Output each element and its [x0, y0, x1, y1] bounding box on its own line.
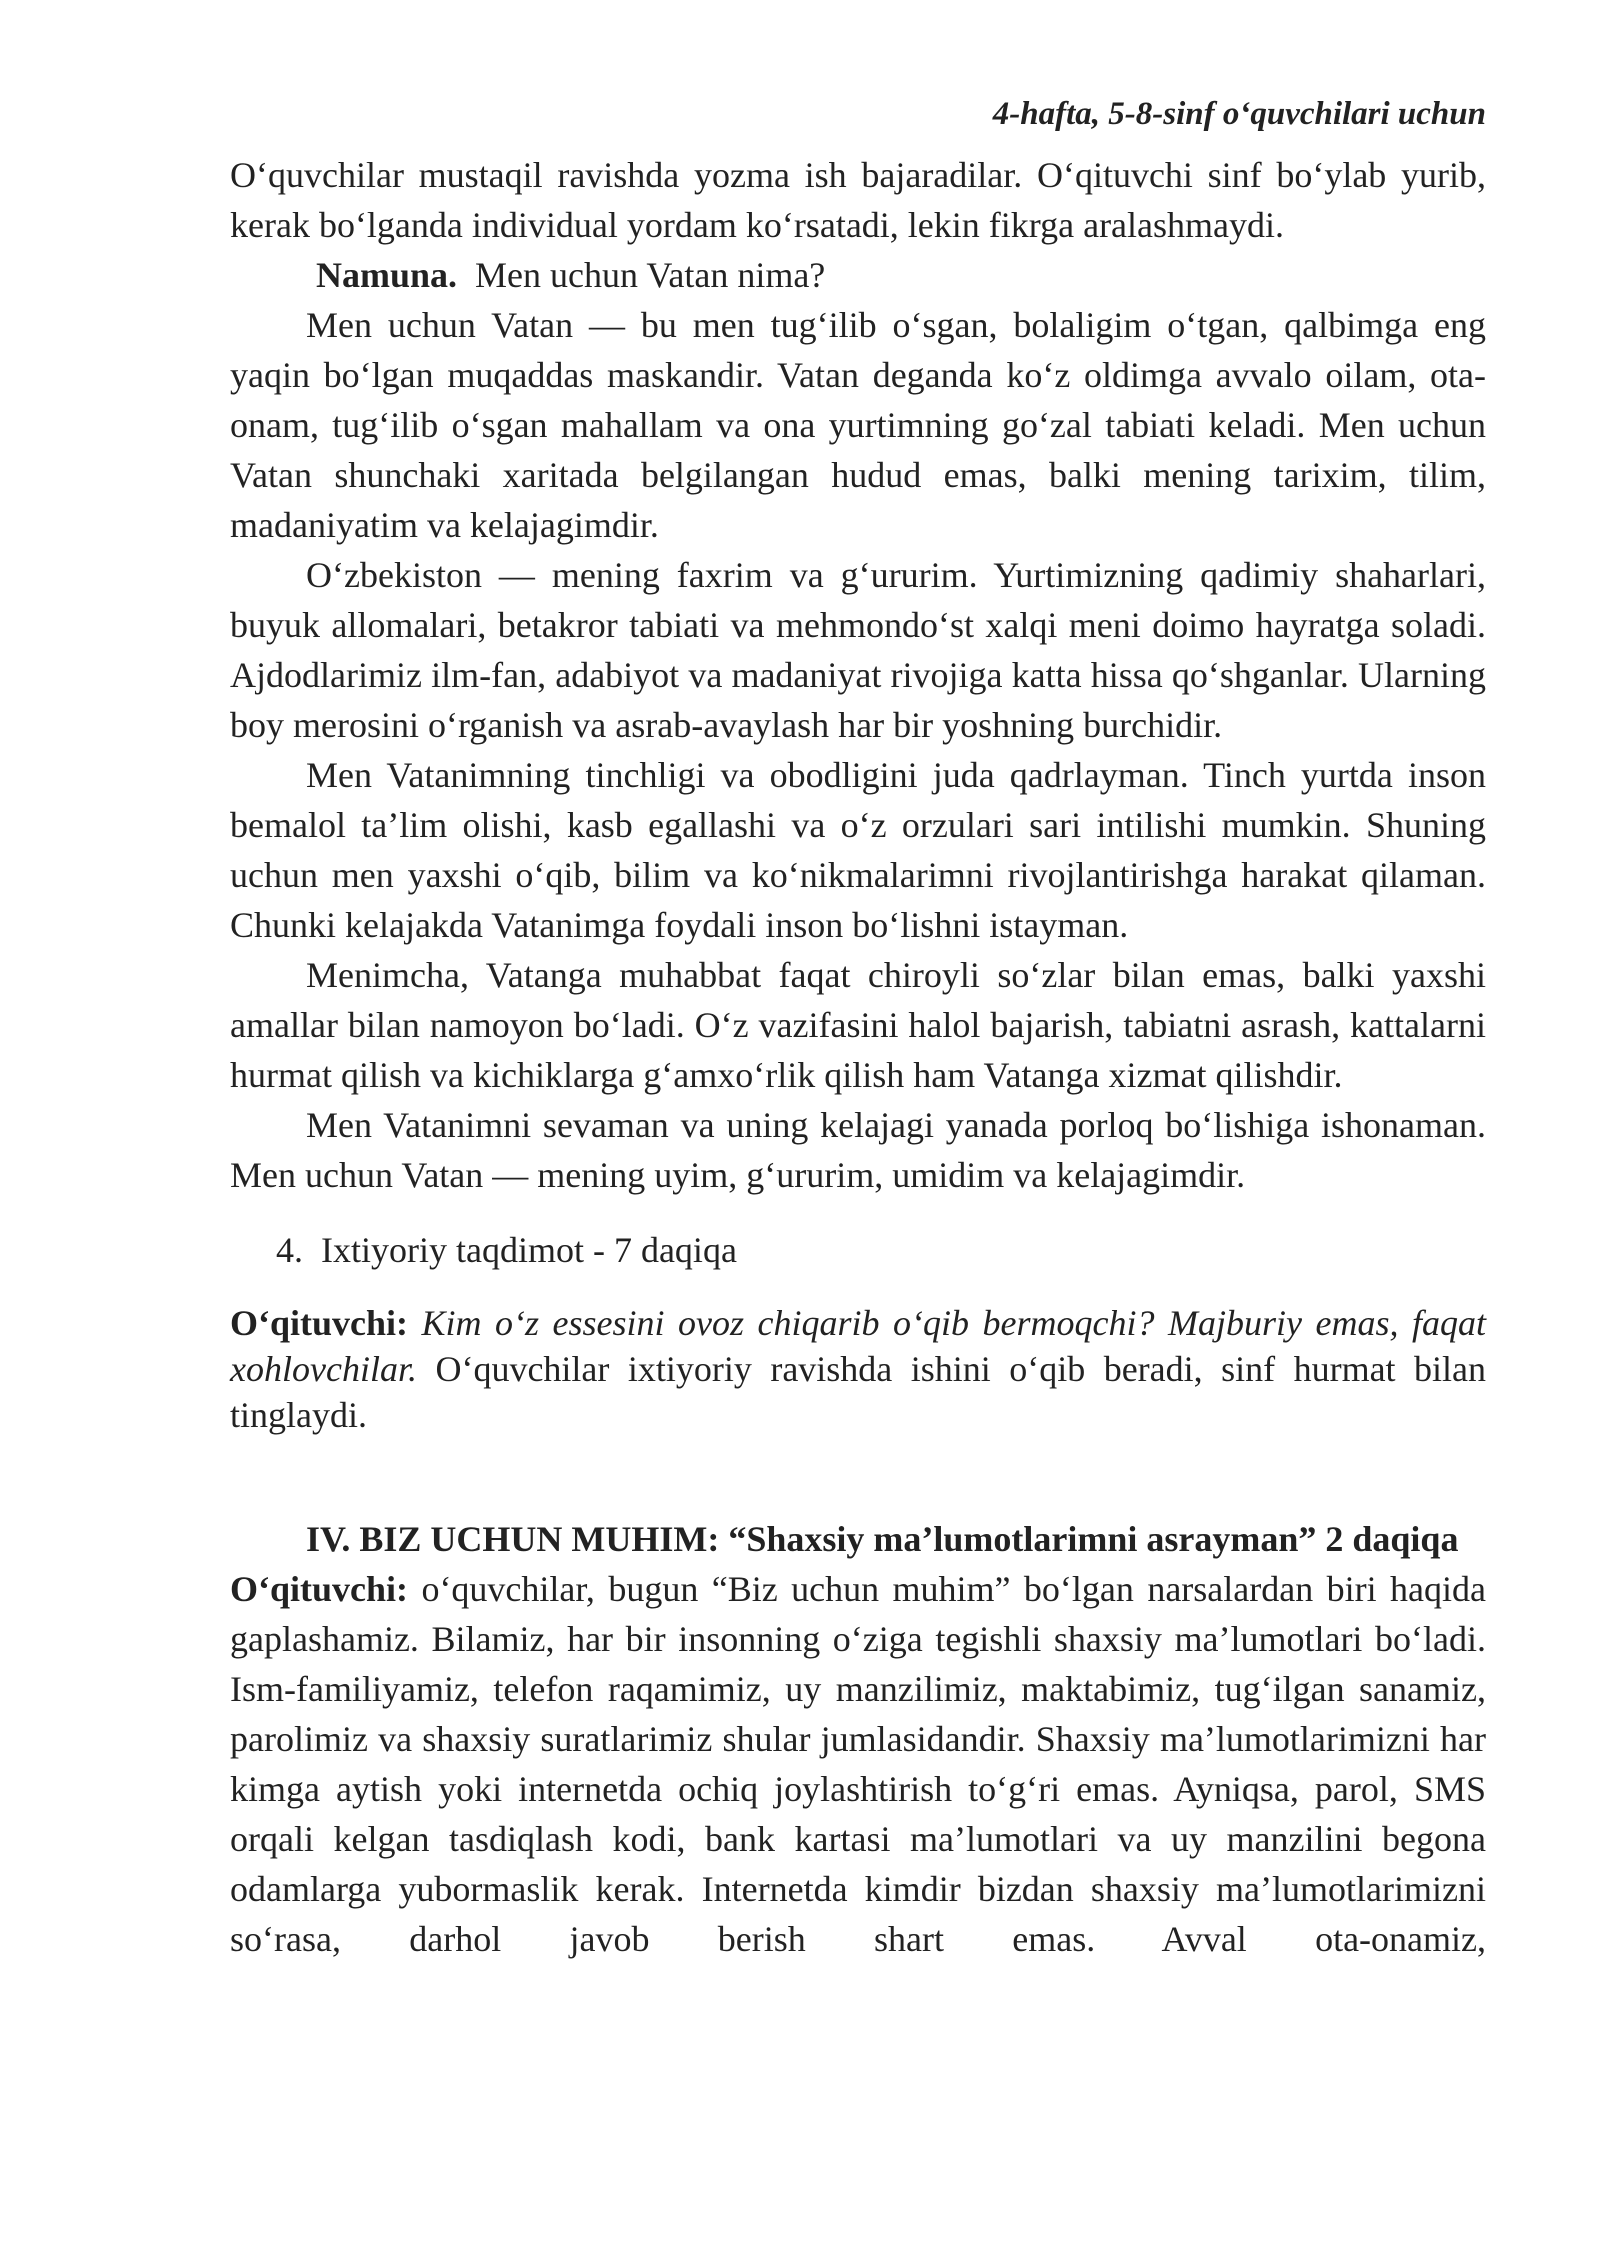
teacher-intro-text: o‘quvchilar, bugun “Biz uchun muhim” bo‘lgan narsalardan biri haqida gaplashamiz. Bilamiz, har bir insonning o‘ziga tegishli shaxsiy ma’lumotlari bo‘ladi. Ism-familiyamiz, telefon raqamimiz, uy manzilimiz, maktabimiz, tug‘ilgan sanamiz, parolimiz va shaxsiy suratlarimiz shular jumlasidandir. Shaxsiy ma’lumotlarimizni har kimga aytish yoki internetda ochiq joylashtirish to‘g‘ri emas. Ayniqsa, parol, SMS orqali kelgan tasdiqlash kodi, bank kartasi ma’lumotlari va uy manzilini begona odamlarga yubormaslik kerak. Internetda kimdir bizdan shaxsiy ma’lumotlarimizni so‘rasa, darhol javob berish shart emas. Avval ota-onamiz, [230, 1569, 1486, 1959]
activity-title: Ixtiyoriy taqdimot - 7 daqiqa [321, 1230, 737, 1270]
teacher-note [230, 1300, 1486, 1438]
teacher-note-label: O‘qituvchi: [230, 1303, 409, 1343]
document-body [230, 150, 1486, 1964]
sample-heading [230, 250, 1486, 300]
activity-number: 4. [276, 1230, 303, 1270]
sample-paragraph-2: O‘zbekiston — mening faxrim va g‘ururim. Yurtimizning qadimiy shaharlari, buyuk allomalari, betakror tabiati va mehmondo‘st xalqi meni doimo hayratga soladi. Ajdodlarimiz ilm-fan, adabiyot va madaniyat rivojiga katta hissa qo‘shganlar. Ularning boy merosini o‘rganish va asrab-avaylash har bir yoshning burchidir. [230, 555, 1486, 745]
sample-title: Men uchun Vatan nima? [475, 255, 826, 295]
intro-paragraph: O‘quvchilar mustaqil ravishda yozma ish bajaradilar. O‘qituvchi sinf bo‘ylab yurib, kerak bo‘lganda individual yordam ko‘rsatadi, lekin fikrga aralashmaydi. [230, 155, 1486, 245]
section-title: IV. BIZ UCHUN MUHIM: “Shaxsiy ma’lumotlarimni asrayman” 2 daqiqa [306, 1519, 1459, 1559]
teacher-note-text: O‘quvchilar ixtiyoriy ravishda ishini o‘qib beradi, sinf hurmat bilan tinglaydi. [230, 1349, 1487, 1435]
sample-paragraph-4: Menimcha, Vatanga muhabbat faqat chiroyli so‘zlar bilan emas, balki yaxshi amallar bilan namoyon bo‘ladi. O‘z vazifasini halol bajarish, tabiatni asrash, kattalarni hurmat qilish va kichiklarga g‘amxo‘rlik qilish ham Vatanga xizmat qilishdir. [230, 955, 1486, 1095]
sample-paragraph-1: Men uchun Vatan — bu men tug‘ilib o‘sgan, bolaligim o‘tgan, qalbimga eng yaqin bo‘lgan muqaddas maskandir. Vatan deganda ko‘z oldimga avvalo oilam, ota-onam, tug‘ilib o‘sgan mahallam va ona yurtimning go‘zal tabiati keladi. Men uchun Vatan shunchaki xaritada belgilangan hudud emas, balki mening tarixim, tilim, madaniyatim va kelajagimdir. [230, 305, 1486, 545]
teacher-intro [230, 1564, 1486, 1964]
teacher-note-question: Kim o‘z essesini ovoz chiqarib o‘qib bermoqchi? Majburiy emas, faqat xohlovchilar. [230, 1303, 1486, 1389]
activity-item [230, 1225, 1486, 1275]
running-header: 4-hafta, 5-8-sinf o‘quvchilari uchun [992, 96, 1486, 132]
sample-label: Namuna. [316, 255, 458, 295]
teacher-intro-label: O‘qituvchi: [230, 1569, 409, 1609]
sample-paragraph-3: Men Vatanimning tinchligi va obodligini juda qadrlayman. Tinch yurtda inson bemalol ta’lim olishi, kasb egallashi va o‘z orzulari sari intilishi mumkin. Shuning uchun men yaxshi o‘qib, bilim va ko‘nikmalarimni rivojlantirishga harakat qilaman. Chunki kelajakda Vatanimga foydali inson bo‘lishni istayman. [230, 755, 1486, 945]
sample-paragraph-5: Men Vatanimni sevaman va uning kelajagi yanada porloq bo‘lishiga ishonaman. Men uchun Vatan — mening uyim, g‘ururim, umidim va kelajagimdir. [230, 1105, 1486, 1195]
